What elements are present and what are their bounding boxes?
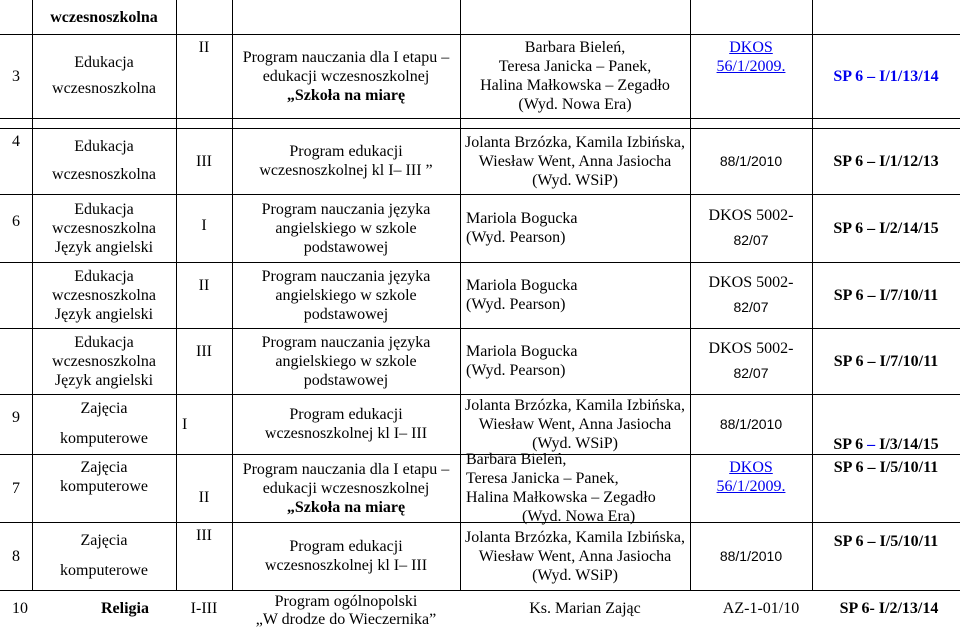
approval-link[interactable]: 56/1/2009. [716, 478, 786, 495]
code-text: SP 6 – I/5/10/11 [833, 533, 939, 550]
subject-text: Edukacja [74, 138, 134, 155]
number-cell [0, 34, 32, 118]
program-cell [232, 328, 460, 394]
table-row [0, 194, 960, 262]
code-text: SP 6 – I/7/10/11 [833, 352, 939, 370]
program-text: edukacji wczesnoszkolnej [262, 67, 430, 85]
program-text: angielskiego w szkole [275, 352, 417, 370]
authors-text: Mariola Bogucka [466, 277, 578, 294]
authors-text: Halina Małkowska – Zegadło [466, 489, 656, 506]
row-number: 8 [12, 547, 20, 565]
authors-text: (Wyd. Pearson) [466, 229, 566, 246]
code-text: SP 6 – I/5/10/11 [833, 459, 939, 476]
table-row [0, 128, 960, 194]
authors-cell [470, 590, 700, 626]
authors-text: (Wyd. WSiP) [532, 171, 618, 189]
authors-text: Wiesław Went, Anna Jasiocha [478, 547, 672, 565]
row-number: 7 [12, 479, 20, 497]
subject-text: Zajęcia [80, 459, 128, 476]
program-cell [232, 454, 460, 522]
authors-text: Jolanta Brzózka, Kamila Izbińska, [465, 528, 685, 546]
approval-text: 88/1/2010 [719, 152, 783, 169]
program-text: wczesnoszkolnej kl I– III [264, 557, 428, 574]
table-row [0, 328, 960, 394]
class-text: I-III [190, 599, 218, 617]
subject-cell [60, 590, 190, 626]
row-number: 3 [12, 67, 20, 85]
subject-cell [32, 328, 176, 394]
subject-text: wczesnoszkolna [50, 8, 158, 26]
program-text: Program edukacji [289, 406, 403, 423]
code-cell [812, 328, 960, 394]
class-cell [176, 522, 232, 594]
authors-text: Teresa Janicka – Panek, [498, 58, 652, 75]
approval-cell [690, 454, 812, 526]
subject-text: wczesnoszkolna [52, 80, 156, 97]
approval-cell [690, 328, 812, 394]
program-text: Program edukacji [289, 538, 403, 555]
approval-link[interactable]: DKOS [729, 459, 773, 476]
program-text: podstawowej [303, 371, 389, 389]
approval-text: DKOS 5002- [708, 274, 794, 291]
row-border [0, 118, 960, 119]
code-text: SP 6 – I/2/14/15 [833, 219, 939, 237]
subject-cell [32, 454, 176, 526]
table-row [0, 262, 960, 328]
authors-text: Mariola Bogucka [466, 343, 578, 360]
subject-text: Język angielski [54, 371, 154, 389]
class-text: III [196, 343, 212, 360]
authors-text: (Wyd. Nowa Era) [522, 508, 636, 525]
program-text: „Szkoła na miarę [286, 498, 406, 516]
approval-cell [690, 34, 812, 122]
approval-cell [690, 128, 812, 194]
program-text: Program nauczania dla I etapu – [242, 48, 450, 66]
program-text: wczesnoszkolnej kl I– III [264, 425, 428, 442]
approval-text: DKOS 5002- [708, 340, 794, 357]
approval-link[interactable]: DKOS [729, 39, 773, 56]
approval-cell [690, 194, 812, 262]
program-text: angielskiego w szkole [275, 286, 417, 304]
class-cell [182, 394, 230, 454]
authors-text: Wiesław Went, Anna Jasiocha [478, 415, 672, 433]
code-cell [812, 34, 960, 118]
code-text: SP 6 [833, 436, 868, 453]
subject-text: komputerowe [60, 478, 148, 495]
authors-text: (Wyd. WSiP) [532, 434, 618, 452]
authors-text: (Wyd. Nowa Era) [518, 96, 632, 113]
subject-text: komputerowe [60, 562, 148, 579]
program-text: Program nauczania dla I etapu – [242, 460, 450, 478]
class-text: III [196, 152, 212, 170]
authors-text: Barbara Bieleń, [466, 451, 567, 468]
subject-cell [32, 0, 176, 34]
code-cell [818, 590, 960, 626]
subject-text: Język angielski [54, 238, 154, 256]
approval-text: DKOS 5002- [708, 207, 794, 224]
subject-text: wczesnoszkolna [52, 286, 156, 304]
subject-text: Edukacja [74, 200, 134, 218]
row-number: 4 [12, 133, 20, 150]
row-number: 10 [12, 599, 28, 617]
program-text: angielskiego w szkole [275, 219, 417, 237]
authors-cell [460, 522, 690, 590]
program-text: Program ogólnopolski [274, 593, 418, 610]
number-cell [0, 522, 32, 590]
authors-text: Ks. Marian Zając [529, 599, 641, 617]
program-cell [232, 262, 460, 328]
authors-text: Wiesław Went, Anna Jasiocha [478, 152, 672, 170]
authors-cell [460, 394, 690, 454]
code-text: I/3/14/15 [875, 436, 939, 453]
approval-cell [690, 394, 812, 454]
approval-text: 82/07 [733, 299, 769, 315]
approval-text: 88/1/2010 [719, 415, 783, 432]
subject-cell [32, 194, 176, 262]
code-text: SP 6- I/2/13/14 [839, 599, 939, 617]
authors-cell [466, 328, 688, 394]
approval-text: 88/1/2010 [719, 547, 783, 564]
table-row [0, 34, 960, 118]
authors-text: (Wyd. Pearson) [466, 362, 566, 379]
authors-cell [466, 451, 688, 525]
number-cell [0, 590, 40, 626]
program-text: podstawowej [303, 305, 389, 323]
subject-text: Religia [101, 599, 149, 617]
program-text: edukacji wczesnoszkolnej [262, 479, 430, 497]
program-text: „W drodze do Wieczernika” [255, 611, 437, 628]
authors-text: Jolanta Brzózka, Kamila Izbińska, [465, 396, 685, 414]
authors-text: (Wyd. Pearson) [466, 296, 566, 313]
program-text: Program nauczania języka [261, 267, 431, 285]
authors-text: Teresa Janicka – Panek, [466, 470, 619, 487]
subject-text: wczesnoszkolna [52, 166, 156, 183]
authors-cell [466, 262, 688, 328]
subject-text: wczesnoszkolna [52, 219, 156, 237]
class-text: II [198, 277, 210, 294]
class-cell [176, 590, 232, 626]
class-text: I [182, 415, 188, 433]
authors-text: Mariola Bogucka [466, 210, 578, 227]
class-cell [176, 34, 232, 122]
subject-text: wczesnoszkolna [52, 352, 156, 370]
subject-cell [32, 262, 176, 328]
subject-text: Zajęcia [80, 400, 128, 417]
authors-cell [460, 34, 690, 118]
program-text: Program nauczania języka [261, 333, 431, 351]
number-cell [0, 454, 32, 522]
row-number: 9 [12, 409, 20, 426]
table-row [0, 394, 960, 454]
program-text: wczesnoszkolnej kl I– III ” [259, 162, 433, 179]
authors-text: Halina Małkowska – Zegadło [480, 77, 670, 94]
program-cell [232, 34, 460, 118]
subject-text: Zajęcia [80, 532, 128, 549]
class-cell [176, 128, 232, 194]
code-cell [812, 262, 960, 328]
approval-cell [690, 262, 812, 328]
authors-cell [466, 194, 688, 262]
subject-text: Edukacja [74, 54, 134, 71]
authors-text: Barbara Bieleń, [524, 39, 626, 56]
authors-cell [460, 128, 690, 194]
class-text: III [196, 527, 212, 544]
program-cell [232, 194, 460, 262]
approval-text: 82/07 [733, 365, 769, 381]
program-text: Program nauczania języka [261, 200, 431, 218]
subject-cell [32, 34, 176, 118]
approval-link[interactable]: 56/1/2009. [716, 58, 786, 75]
class-text: I [201, 217, 207, 234]
table-row [0, 451, 960, 525]
row-number: 6 [12, 213, 20, 230]
code-cell [812, 522, 960, 600]
program-cell [232, 590, 460, 632]
program-text: Program edukacji [289, 143, 403, 160]
table-row [0, 590, 960, 632]
program-cell [232, 522, 460, 590]
program-cell [232, 394, 460, 454]
subject-text: Edukacja [74, 333, 134, 351]
approval-cell [690, 522, 812, 590]
subject-cell [32, 128, 176, 194]
program-text: „Szkoła na miarę [286, 86, 406, 104]
program-cell [232, 128, 460, 194]
approval-text: 82/07 [733, 232, 769, 248]
code-cell [812, 454, 960, 526]
code-text: SP 6 – I/1/13/14 [833, 67, 939, 85]
subject-text: Edukacja [74, 267, 134, 285]
subject-text: komputerowe [60, 430, 148, 447]
class-text: II [198, 39, 210, 56]
code-cell [812, 194, 960, 262]
number-cell [0, 128, 32, 198]
code-cell [812, 128, 960, 194]
authors-text: Jolanta Brzózka, Kamila Izbińska, [465, 133, 685, 151]
approval-text: AZ-1-01/10 [722, 599, 800, 617]
code-cell [812, 394, 960, 458]
table-row [0, 0, 960, 34]
subject-text: Język angielski [54, 305, 154, 323]
code-dash: – [867, 436, 876, 453]
subject-cell [32, 522, 176, 590]
approval-cell [700, 590, 822, 626]
authors-text: (Wyd. WSiP) [532, 566, 618, 584]
table-row [0, 522, 960, 590]
code-text: SP 6 – I/7/10/11 [833, 286, 939, 304]
subject-cell [32, 394, 176, 454]
program-text: podstawowej [303, 238, 389, 256]
class-text: II [198, 489, 210, 506]
code-text: SP 6 – I/1/12/13 [833, 152, 939, 170]
